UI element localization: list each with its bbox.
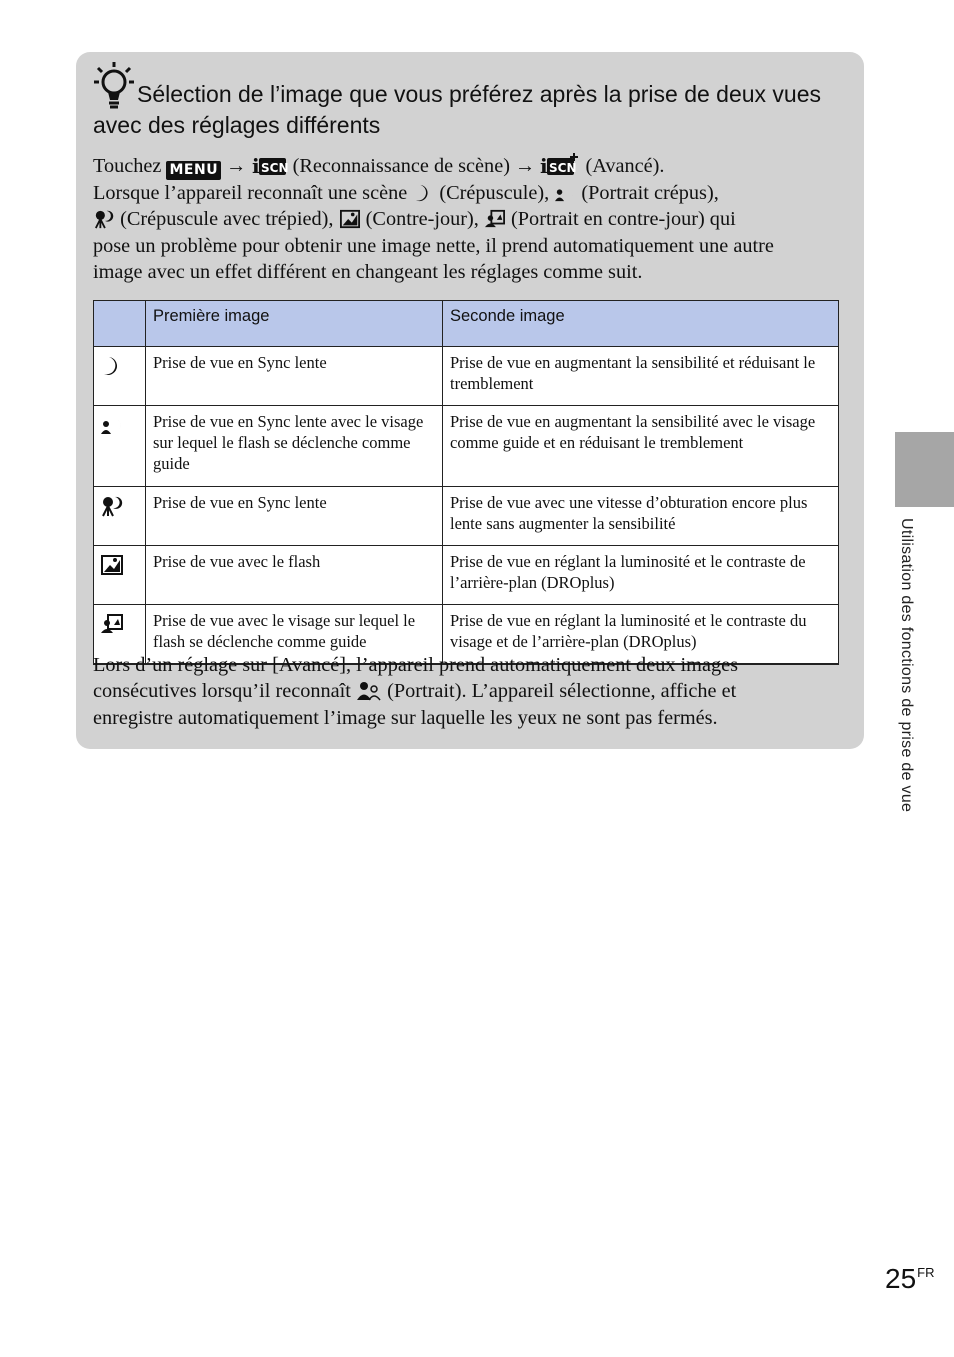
table-cell-first: Prise de vue en Sync lente — [146, 487, 443, 546]
intro-twilight-portrait-text: (Portrait crépus), — [581, 182, 719, 204]
outro-line1: Lors d’un réglage sur [Avancé], l’appareil prend automatiquement deux images — [93, 654, 738, 676]
table-cell-icon — [94, 546, 146, 605]
table-row — [94, 546, 839, 605]
outro-paragraph — [93, 652, 848, 731]
intro-line4: pose un problème pour obtenir une image nette, il prend automatiquement une autre — [93, 234, 774, 257]
intro-tripod-text: (Crépuscule avec trépied), — [120, 208, 334, 231]
table-cell-icon — [94, 347, 146, 406]
settings-table — [93, 300, 838, 665]
backlight-icon — [339, 209, 361, 229]
scene-recognition-icon — [252, 154, 288, 176]
table-cell-first: Prise de vue avec le visage sur lequel le flash se déclenche comme guide — [146, 605, 443, 665]
intro-advanced-text: (Avancé). — [585, 155, 665, 177]
table-cell-first: Prise de vue en Sync lente avec le visage sur lequel le flash se déclenche comme guide — [146, 406, 443, 487]
intro-line5: image avec un effet différent en changeant les réglages comme suit. — [93, 260, 643, 283]
backlight-icon — [100, 554, 124, 576]
intro-scene-recognition-text: (Reconnaissance de scène) — [292, 155, 510, 177]
menu-icon: MENU — [166, 161, 221, 180]
table-cell-icon — [94, 487, 146, 546]
table-cell-second: Prise de vue avec une vitesse d’obturation encore plus lente sans augmenter la sensibilité — [443, 487, 839, 546]
table-cell-second: Prise de vue en réglant la luminosité et le contraste de l’arrière-plan (DROplus) — [443, 546, 839, 605]
arrow-icon: → — [226, 155, 247, 177]
table-cell-first: Prise de vue en Sync lente — [146, 347, 443, 406]
portrait-icon — [356, 679, 382, 701]
table-row — [94, 347, 839, 406]
table-cell-first: Prise de vue avec le flash — [146, 546, 443, 605]
table-cell-icon — [94, 406, 146, 487]
table-row — [94, 406, 839, 487]
twilight-tripod-icon — [100, 495, 124, 517]
table-header-second: Seconde image — [443, 301, 839, 347]
outro-line2-text: consécutives lorsqu’il reconnaît — [93, 680, 351, 703]
page-number-value: 25 — [885, 1263, 917, 1294]
tip-title: Sélection de l’image que vous préférez après la prise de deux vues avec des réglages différents — [93, 81, 822, 138]
outro-line3: enregistre automatiquement l’image sur laquelle les yeux ne sont pas fermés. — [93, 706, 718, 729]
scene-recognition-advanced-icon — [540, 152, 580, 176]
intro-twilight-text: (Crépuscule), — [439, 182, 550, 204]
outro-portrait-text: (Portrait). L’appareil sélectionne, affiche et — [387, 680, 737, 703]
intro-backlight-text: (Contre-jour), — [365, 208, 479, 231]
section-side-label: Utilisation des fonctions de prise de vue — [898, 518, 915, 813]
backlight-portrait-icon — [484, 209, 506, 229]
twilight-moon-icon — [412, 183, 434, 203]
table-cell-second: Prise de vue en augmentant la sensibilité avec le visage comme guide et en réduisant le tremblement — [443, 406, 839, 487]
table-row — [94, 487, 839, 546]
intro-paragraph — [93, 152, 843, 285]
table-cell-second: Prise de vue en augmentant la sensibilité et réduisant le tremblement — [443, 347, 839, 406]
page-number — [885, 1263, 935, 1295]
twilight-tripod-icon — [93, 209, 115, 229]
table-header-icon — [94, 301, 146, 347]
table-header-first: Première image — [146, 301, 443, 347]
intro-touchez-text: Touchez — [93, 155, 162, 177]
table-header-row — [94, 301, 839, 347]
intro-line2-text: Lorsque l’appareil reconnaît une scène — [93, 182, 408, 204]
backlight-portrait-icon — [100, 613, 124, 635]
twilight-portrait-icon — [554, 183, 576, 203]
section-side-tab — [895, 432, 954, 507]
arrow-icon: → — [515, 155, 536, 177]
table-cell-second: Prise de vue en réglant la luminosité et le contraste du visage et de l’arrière-plan (DROplus) — [443, 605, 839, 665]
twilight-portrait-icon — [100, 414, 124, 436]
twilight-moon-icon — [100, 355, 124, 377]
intro-backlight-portrait-text: (Portrait en contre-jour) qui — [511, 208, 736, 231]
page-language: FR — [917, 1265, 935, 1280]
